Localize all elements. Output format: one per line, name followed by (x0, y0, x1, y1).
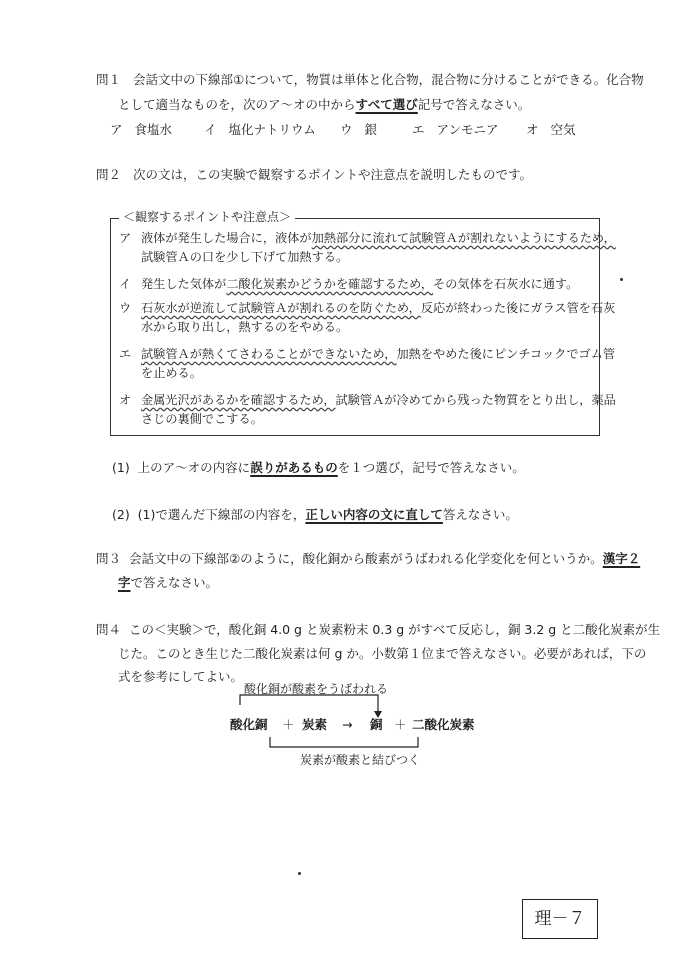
point-u: ウ 石灰水が逆流して試験管Ａが割れるのを防ぐため，反応が終わった後にガラス管を石灰 水から取り出し，熱するのをやめる。 (119, 301, 616, 334)
question-2-sub1: (1) 上のア～オの内容に誤りがあるものを１つ選び，記号で答えなさい。 (112, 460, 525, 475)
emphasis-kanji: 漢字２ (602, 551, 641, 566)
question-1-line2: として適当なものを，次のア～オの中からすべて選び記号で答えなさい。 (118, 97, 531, 112)
question-3-label: 問３ (96, 551, 122, 566)
question-1-choices (110, 120, 590, 140)
equation-term-carbon: 炭素 (302, 717, 328, 732)
choice-a: ア 食塩水 (110, 122, 172, 137)
question-2-label: 問２ (96, 167, 122, 182)
question-4-label: 問４ (96, 622, 122, 637)
observation-points-box (110, 210, 616, 436)
point-e: エ 試験管Ａが熱くてさわることができないため，加熱をやめた後にピンチコックでゴム管 を止める。 (119, 347, 616, 380)
question-3-line1: 問３ 会話文中の下線部②のように，酸化銅から酸素がうばわれる化学変化を何というか。漢字２ (96, 551, 641, 566)
question-2-line (96, 165, 532, 184)
choice-o: オ 空気 (526, 122, 576, 137)
equation-term-co2: 二酸化炭素 (412, 717, 475, 732)
question-4-line1: 問４ この＜実験＞で，酸化銅 4.0 g と炭素粉末 0.3 g がすべて反応し，銅 3.2 g と二酸化炭素が生 (96, 622, 661, 637)
equation-plus-1: ＋ (282, 717, 295, 732)
choice-u: ウ 銀 (340, 122, 377, 137)
emphasis-incorrect: 誤りがあるもの (250, 460, 338, 475)
equation-top-label: 酸化銅が酸素をうばわれる (244, 682, 389, 696)
point-i: イ 発生した気体が二酸化炭素かどうかを確認するため，その気体を石灰水に通す。 (119, 277, 579, 291)
question-2-sub2: (2) (1)で選んだ下線部の内容を，正しい内容の文に直して答えなさい。 (112, 507, 518, 522)
equation-term-copper-oxide: 酸化銅 (230, 717, 268, 732)
box-title: ＜観察するポイントや注意点＞ (119, 208, 295, 227)
question-3-line2: 字で答えなさい。 (118, 575, 219, 590)
page-number: 理－７ (522, 899, 598, 939)
scan-mark (620, 278, 623, 281)
choice-i: イ 塩化ナトリウム (204, 122, 316, 137)
question-4-line3: 式を参考にしてよい。 (118, 669, 244, 684)
equation-plus-2: ＋ (394, 717, 407, 732)
equation-bottom-label: 炭素が酸素と結びつく (300, 753, 421, 767)
scan-mark (298, 872, 301, 875)
emphasis-select-all: すべて選び (355, 97, 418, 112)
question-1-line1 (96, 70, 644, 89)
question-1-label: 問１ (96, 72, 122, 87)
point-a: ア 液体が発生した場合に，液体が加熱部分に流れて試験管Ａが割れないようにするため， 試験管Ａの口を少し下げて加熱する。 (119, 231, 616, 264)
question-2-text: 次の文は，この実験で観察するポイントや注意点を説明したものです。 (132, 167, 532, 182)
equation-arrow: → (342, 717, 353, 732)
question-4-line2: じた。このとき生じた二酸化炭素は何 g か。小数第１位まで答えなさい。必要があれば，下の (118, 646, 647, 661)
reaction-equation-diagram (230, 682, 475, 775)
choice-e: エ アンモニア (412, 122, 499, 137)
question-1-text: 会話文中の下線部①について，物質は単体と化合物，混合物に分けることができる。化合物 (132, 72, 644, 87)
equation-term-copper: 銅 (370, 717, 383, 732)
emphasis-correct-sentence: 正しい内容の文に直して (305, 507, 443, 522)
point-o: オ 金属光沢があるかを確認するため，試験管Ａが冷めてから残った物質をとり出し，薬品 さじの裏側でこする。 (119, 393, 616, 426)
